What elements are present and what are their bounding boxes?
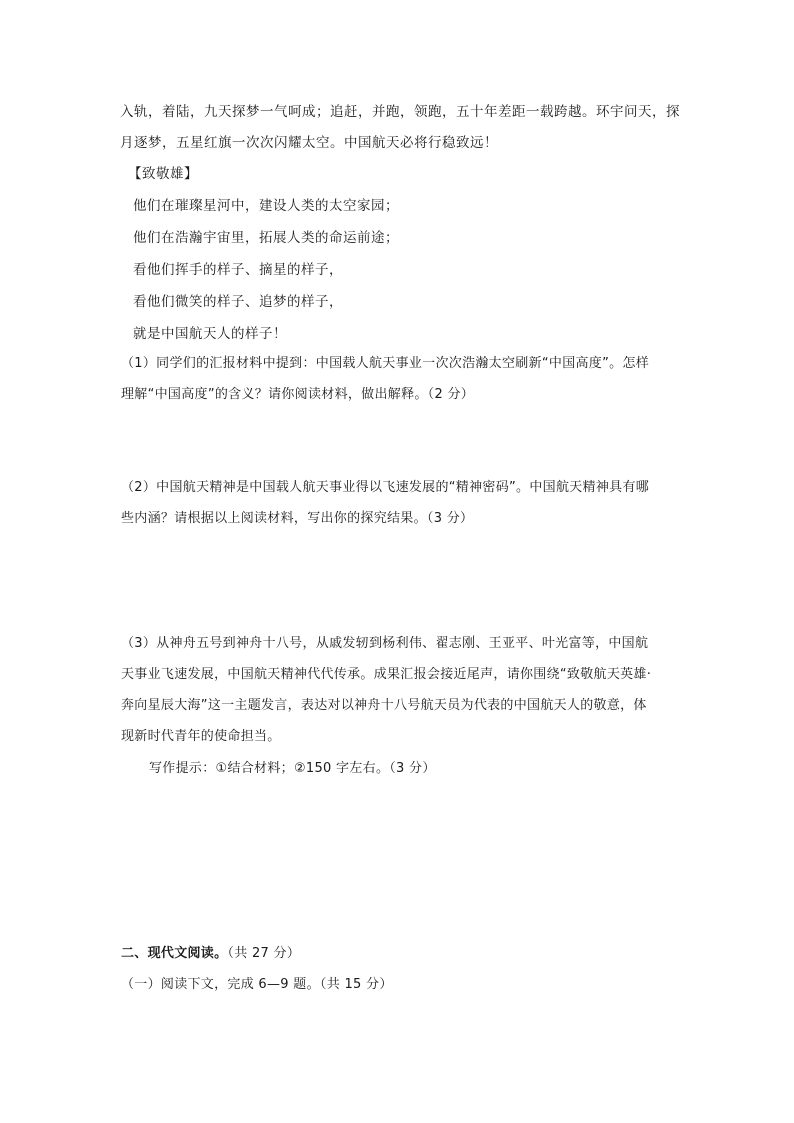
question-2-line1: （2）中国航天精神是中国载人航天事业得以飞速发展的“精神密码”。中国航天精神具有哪: [121, 480, 650, 495]
question-3-line2: 天事业飞速发展，中国航天精神代代传承。成果汇报会接近尾声，请你围绕“致敬航天英雄·: [121, 667, 652, 682]
question-3-hint: 写作提示：①结合材料；②150 字左右。（3 分）: [149, 761, 436, 776]
question-3-line4: 现新时代青年的使命担当。: [121, 729, 281, 744]
passage-intro-line1: 入轨，着陆，九天探梦一气呵成；追赶，并跑，领跑，五十年差距一载跨越。环宇问天，探: [120, 104, 680, 120]
question-1-line1: （1）同学们的汇报材料中提到：中国载人航天事业一次次浩瀚太空刷新“中国高度”。怎样: [121, 356, 650, 371]
poem-line: 他们在浩瀚宇宙里，拓展人类的命运前途；: [133, 230, 399, 246]
section-2-title-rest: （共 27 分）: [227, 946, 301, 961]
poem-line: 看他们微笑的样子、追梦的样子，: [133, 294, 343, 310]
passage-heading: 【致敬雄】: [128, 166, 198, 182]
section-2-title: [121, 945, 300, 963]
section-2-subtitle: （一）阅读下文，完成 6—9 题。（共 15 分）: [121, 977, 393, 992]
poem-line: 就是中国航天人的样子！: [133, 326, 287, 342]
question-2-line2: 些内涵？请根据以上阅读材料，写出你的探究结果。（3 分）: [121, 511, 474, 526]
question-1-line2: 理解“中国高度”的含义？请你阅读材料，做出解释。（2 分）: [121, 387, 475, 402]
section-2-title-bold: 二、现代文阅读。: [121, 946, 228, 961]
poem-line: 他们在璀璨星河中，建设人类的太空家园；: [133, 198, 399, 214]
question-3-line3: 奔向星辰大海”这一主题发言，表达对以神舟十八号航天员为代表的中国航天人的敬意，体: [121, 698, 647, 713]
passage-intro-line2: 月逐梦，五星红旗一次次闪耀太空。中国航天必将行稳致远！: [120, 135, 498, 151]
question-3-line1: （3）从神舟五号到神舟十八号，从戚发轫到杨利伟、翟志刚、王亚平、叶光富等，中国航: [121, 636, 649, 651]
poem-line: 看他们挥手的样子、摘星的样子，: [133, 262, 343, 278]
